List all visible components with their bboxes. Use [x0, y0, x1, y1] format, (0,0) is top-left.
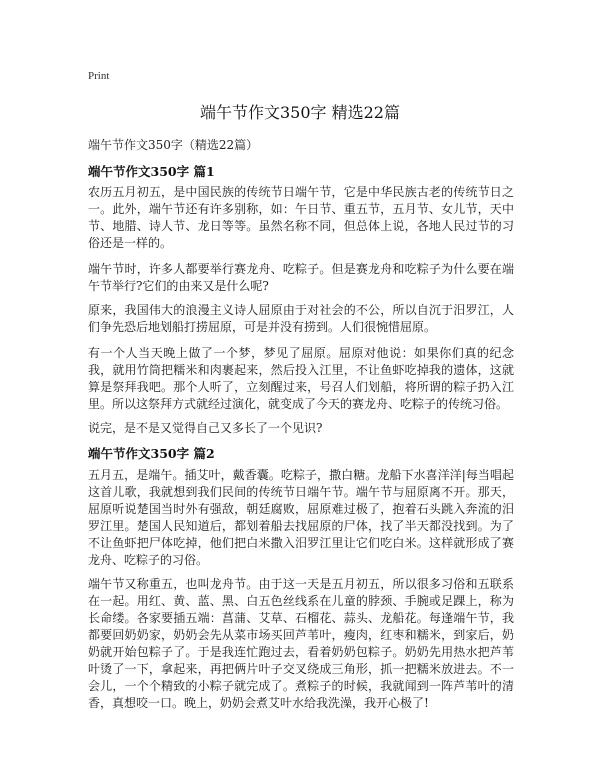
- section-heading: 端午节作文350字 篇2: [88, 446, 215, 461]
- paragraph: 端午节又称重五，也叫龙舟节。由于这一天是五月初五，所以很多习俗和五联系在一起。用红、黄、蓝、黑、白五色丝线系在儿童的脖颈、手腕或足踝上，称为长命缕。各家要插五端：菖蒲、艾草、石榴花、蒜头、龙船花。每逢端午节，我都要回奶奶家，奶奶会先从菜市场买回芦苇叶，瘦肉，红枣和糯米，到家后，奶奶就开始包粽子了。于是我连忙跑过去，看着奶奶包粽子。奶奶先用热水把芦苇叶烫了一下，拿起来，再把俩片叶子交叉绕成三角形，抓一把糯米放进去。不一会儿，一个个精致的小粽子就完成了。煮粽子的时候，我就闻到一阵芦苇叶的清香，真想咬一口。晚上，奶奶会煮艾叶水给我洗澡，我开心极了!: [88, 577, 514, 710]
- paragraph: 端午节时，许多人都要举行赛龙舟、吃粽子。但是赛龙舟和吃粽子为什么要在端午节举行?它们的由来又是什么呢?: [88, 262, 514, 293]
- paragraph: 农历五月初五，是中国民族的传统节日端午节，它是中华民族古老的传统节日之一。此外，端午节还有许多别称，如：午日节、重五节，五月节、女儿节，天中节、地腊、诗人节、龙日等等。虽然名称不同，但总体上说，各地人民过节的习俗还是一样的。: [88, 185, 514, 250]
- print-link[interactable]: Print: [88, 70, 110, 82]
- section-heading: 端午节作文350字 篇1: [88, 164, 215, 179]
- document-subtitle: 端午节作文350字（精选22篇）: [88, 138, 259, 152]
- paragraph: 说完，是不是又觉得自己又多长了一个见识?: [88, 421, 323, 435]
- paragraph: 有一个人当天晚上做了一个梦，梦见了屈原。屈原对他说：如果你们真的纪念我，就用竹筒把糯米和肉裹起来，然后投入江里，不让鱼虾吃掉我的遗体，这就算是祭拜我吧。那个人听了，立刻醒过来，号召人们划船，将所谓的粽子扔入江里。所以这祭拜方式就经过演化，就变成了今天的赛龙舟、吃粽子的传统习俗。: [88, 346, 514, 411]
- paragraph: 原来，我国伟大的浪漫主义诗人屈原由于对社会的不公，所以自沉于汨罗江，人们争先恐后地划船打捞屈原，可是并没有捞到。人们很惋惜屈原。: [88, 303, 514, 334]
- paragraph: 五月五，是端午。插艾叶，戴香囊。吃粽子，撒白糖。龙船下水喜洋洋|每当唱起这首儿歌，我就想到我们民间的传统节日端午节。端午节与屈原离不开。那天，屈原听说楚国当时外有强敌，朝廷腐败，屈原难过极了，抱着石头跳入奔流的汨罗江里。楚国人民知道后，都划着船去找屈原的尸体，找了半天都没找到。为了不让鱼虾把尸体吃掉，他们把白米撒入汨罗江里让它们吃白米。这样就形成了赛龙舟、吃粽子的习俗。: [88, 468, 514, 567]
- document-title: 端午节作文350字 精选22篇: [200, 103, 400, 122]
